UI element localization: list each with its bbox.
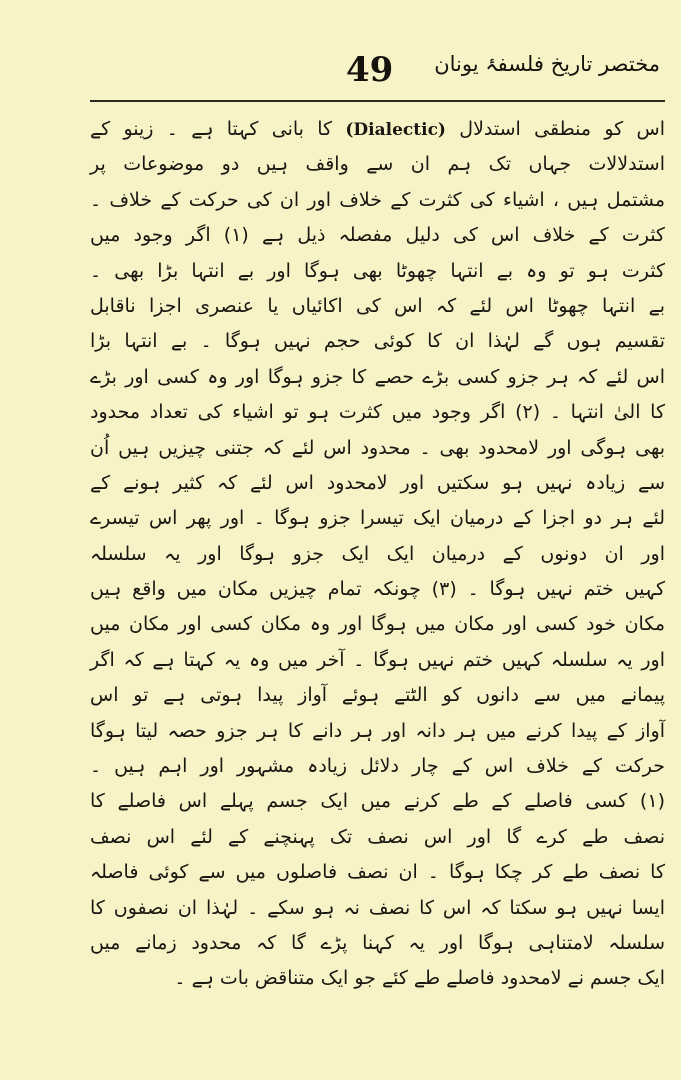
text-line-2: استدلالات جہاں تک ہم ان سے واقف ہیں دو موضوعات پر (90, 153, 665, 176)
text-line-13: اور ان دونوں کے درمیان ایک ایک جزو ہوگا اور یہ سلسلہ (90, 542, 665, 565)
text-line-25: ایک جسم نے لامحدود فاصلے طے کئے جو ایک متناقض بات ہے ۔ (174, 967, 665, 990)
text-line-23: ایسا نہیں ہو سکتا کہ اس کا نصف نہ ہو سکے ۔ لہٰذا ان نصفوں کا (90, 896, 665, 919)
text-line-15: مکان خود کسی اور مکان میں ہوگا اور وہ مکان کسی اور مکان میں (90, 613, 665, 636)
text-line-9: کا الیٰ انتہا ۔ (۲) اگر وجود میں کثرت ہو تو اشیاء کی تعداد محدود (90, 401, 665, 424)
text-line-6: بے انتہا چھوٹا اس لئے کہ اس کی اکائیاں یا عنصری اجزا ناقابل (90, 294, 665, 317)
text-line-12: لئے ہر دو اجزا کے درمیان ایک تیسرا جزو ہوگا ۔ اور پھر اس تیسرے (90, 507, 665, 530)
text-line-16: اور یہ سلسلہ کہیں ختم نہیں ہوگا ۔ آخر میں وہ یہ کہتا ہے کہ اگر (90, 648, 665, 671)
text-line-18: آواز کے پیدا کرنے میں ہر دانہ اور ہر دانے کا ہر جزو حصہ لیتا ہوگا (90, 719, 665, 742)
text-line-11: سے زیادہ نہیں ہو سکتیں اور لامحدود اس لئے کہ کثیر ہونے کے (90, 471, 665, 494)
header-rule (90, 100, 665, 102)
text-line-24: سلسلہ لامتناہی ہوگا اور یہ کہنا پڑے گا کہ محدود زمانے میں (90, 931, 665, 954)
page-number: 49 (346, 50, 394, 90)
text-line-14: کہیں ختم نہیں ہوگا ۔ (۳) چونکہ تمام چیزیں مکان میں واقع ہیں (90, 578, 665, 601)
text-line-4: کثرت کے خلاف اس کی دلیل مفصلہ ذیل ہے (۱) اگر وجود میں (90, 224, 665, 247)
text-line-21: نصف طے کرے گا اور اس نصف تک پہنچنے کے لئے اس نصف (90, 825, 665, 848)
text-line-10: بھی ہوگی اور لامحدود بھی ۔ محدود اس لئے کہ جتنی چیزیں ہیں اُن (90, 436, 665, 459)
text-line-7: تقسیم ہوں گے لہٰذا ان کا کوئی حجم نہیں ہوگا ۔ بے انتہا بڑا (90, 330, 665, 353)
text-line-19: حرکت کے خلاف اس کے چار دلائل زیادہ مشہور اور اہم ہیں ۔ (90, 755, 665, 778)
text-line-3: مشتمل ہیں ، اشیاء کی کثرت کے خلاف اور ان کی حرکت کے خلاف ۔ (90, 188, 665, 211)
text-line-1 (90, 112, 665, 147)
text-line-8: اس لئے کہ ہر جزو کسی بڑے حصے کا جزو ہوگا اور وہ کسی اور بڑے (90, 365, 665, 388)
text-line-17: پیمانے میں سے دانوں کو الٹتے ہوئے آواز پیدا ہوتی ہے تو اس (90, 684, 665, 707)
body-text (90, 112, 665, 990)
text-line-5: کثرت ہو تو وہ بے انتہا چھوٹا بھی ہوگا اور بے انتہا بڑا بھی ۔ (90, 259, 665, 282)
text-line-1-before: اس کو منطقی استدلال (459, 118, 665, 140)
dialectic-term: (Dialectic) (345, 120, 446, 140)
text-line-1-after: کا بانی کہتا ہے ۔ زینو کے (90, 118, 333, 140)
running-title: مختصر تاریخ فلسفۂ یونان (434, 52, 660, 76)
text-line-20: (۱) کسی فاصلے کے طے کرنے میں ایک جسم پہلے اس فاصلے کا (90, 790, 665, 813)
text-line-22: کا نصف طے کر چکا ہوگا ۔ ان نصف فاصلوں میں سے کوئی فاصلہ (90, 861, 665, 884)
